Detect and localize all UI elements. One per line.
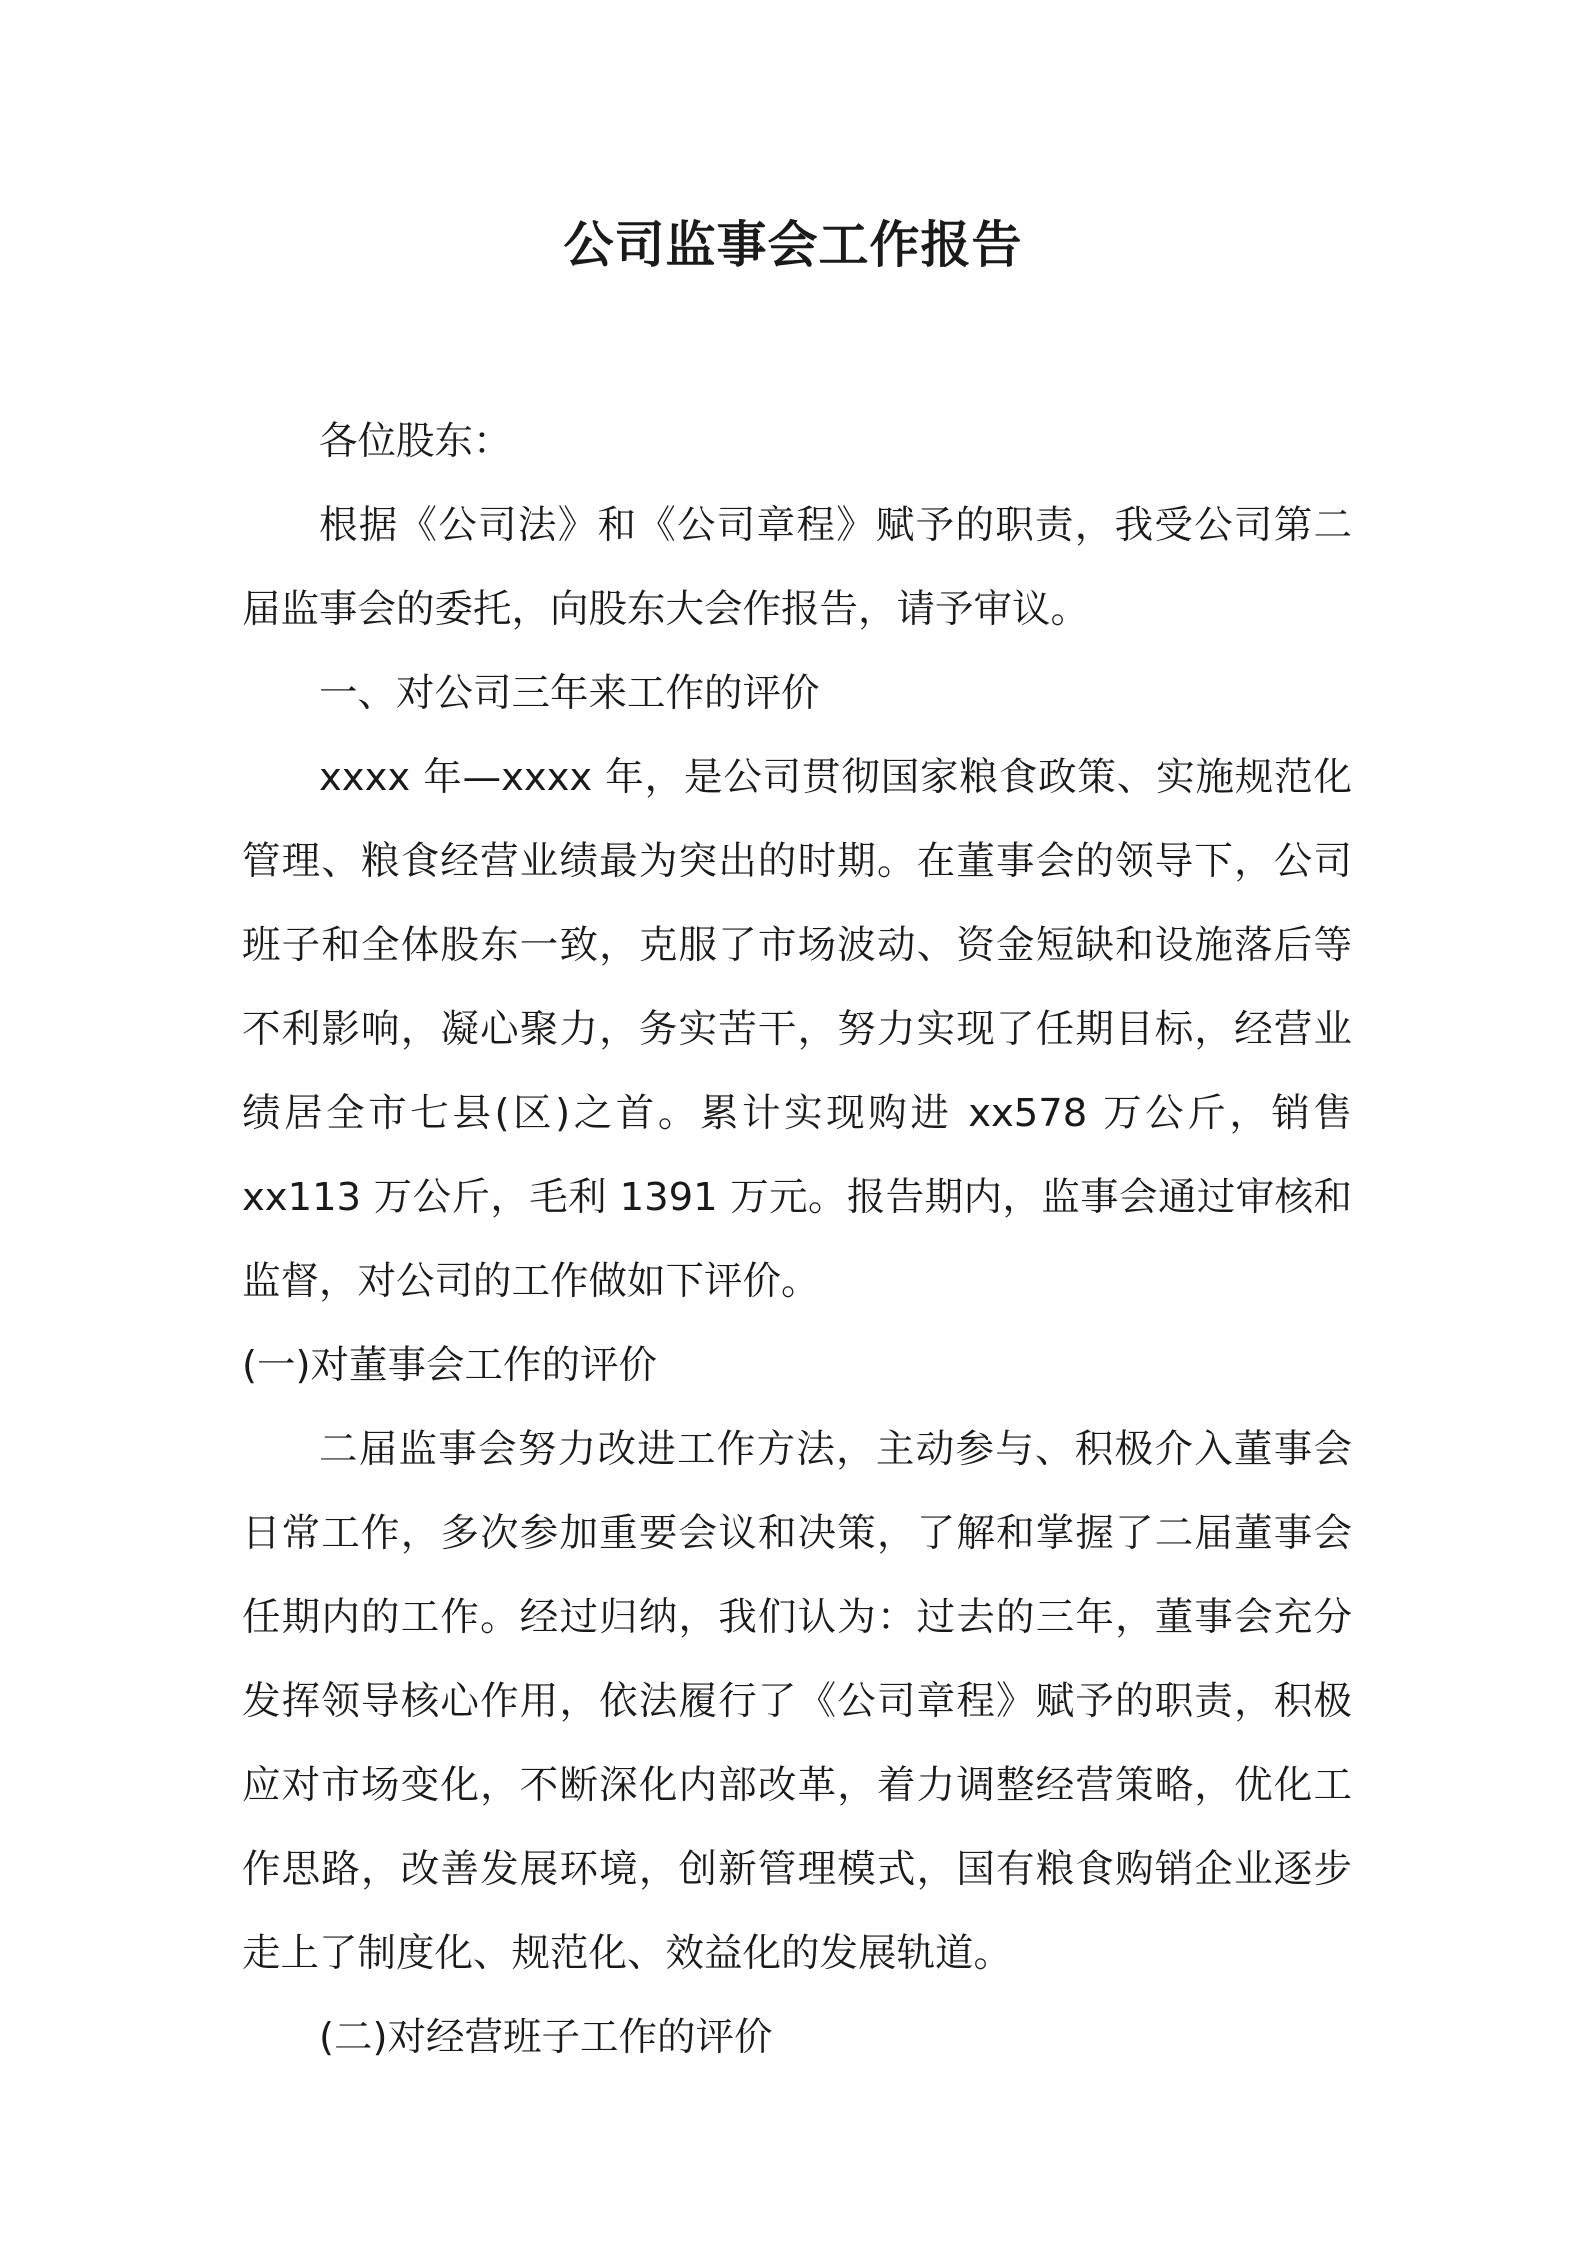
paragraph-evaluation: xxxx 年—xxxx 年，是公司贯彻国家粮食政策、实施规范化管理、粮食经营业绩最为突出的时期。在董事会的领导下，公司班子和全体股东一致，克服了市场波动、资金短缺和设施落后等不利影响，凝心聚力，务实苦干，努力实现了任期目标，经营业绩居全市七县(区)之首。累计实现购进 xx578 万公斤，销售 xx113 万公斤，毛利 1391 万元。报告期内，监事会通过审核和监督，对公司的工作做如下评价。 <box>242 755 1352 1304</box>
salutation: 各位股东： <box>319 419 512 464</box>
subsection-heading-2: (二)对经营班子工作的评价 <box>319 2015 773 2060</box>
section-heading-1: 一、对公司三年来工作的评价 <box>319 671 820 716</box>
paragraph-intro: 根据《公司法》和《公司章程》赋予的职责，我受公司第二届监事会的委托，向股东大会作报告，请予审议。 <box>242 503 1352 632</box>
paragraph-board-evaluation: 二届监事会努力改进工作方法，主动参与、积极介入董事会日常工作，多次参加重要会议和决策，了解和掌握了二届董事会任期内的工作。经过归纳，我们认为：过去的三年，董事会充分发挥领导核心作用，依法履行了《公司章程》赋予的职责，积极应对市场变化，不断深化内部改革，着力调整经营策略，优化工作思路，改善发展环境，创新管理模式，国有粮食购销企业逐步走上了制度化、规范化、效益化的发展轨道。 <box>242 1427 1352 1976</box>
document-title: 公司监事会工作报告 <box>563 216 1023 274</box>
document-body <box>242 400 1352 2080</box>
subsection-heading-1: (一)对董事会工作的评价 <box>242 1343 658 1388</box>
